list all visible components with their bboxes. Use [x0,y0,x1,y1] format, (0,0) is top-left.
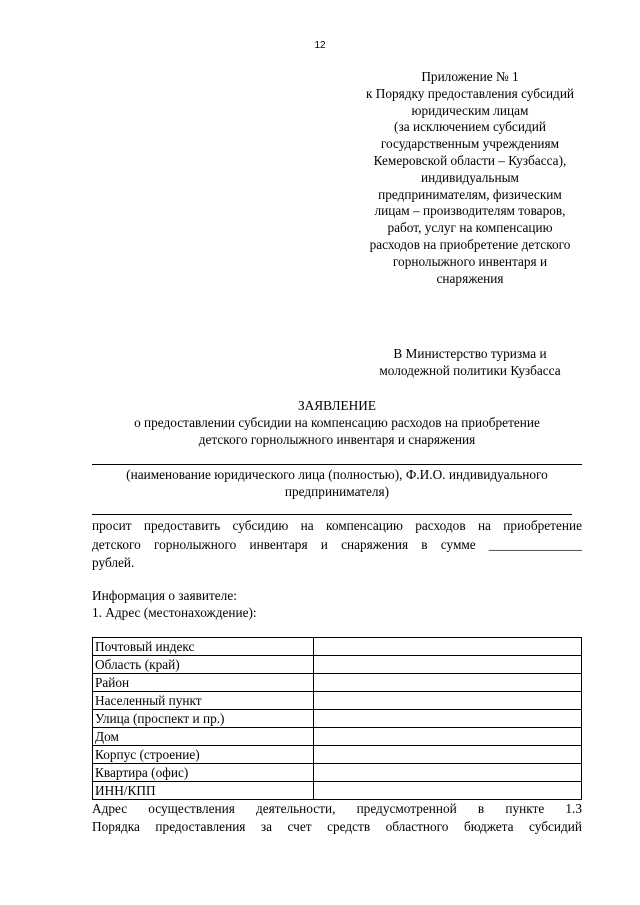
activity-address-paragraph [92,800,582,835]
request-paragraph [92,517,582,573]
address-row-value[interactable] [314,674,582,692]
appendix-line: расходов на приобретение детского [369,236,571,252]
address-row-label: Область (край) [93,656,314,674]
applicant-name-continuation-line[interactable] [92,514,572,515]
address-row-value[interactable] [314,728,582,746]
table-row [93,764,582,782]
addressee-block [340,345,600,379]
appendix-line: Кемеровской области – Кузбасса), [373,152,567,168]
address-row-label: Улица (проспект и пр.) [93,710,314,728]
appendix-line: предпринимателям, физическим [378,186,562,202]
address-row-label: Квартира (офис) [93,764,314,782]
request-line: просит предоставить субсидию на компенсацию расходов на приобретение [92,518,582,533]
document-subtitle-line: детского горнолыжного инвентаря и снаряжения [198,432,476,447]
address-row-label: Район [93,674,314,692]
request-line: рублей. [92,555,135,570]
address-row-value[interactable] [314,638,582,656]
appendix-line: снаряжения [436,270,504,286]
address-row-value[interactable] [314,710,582,728]
table-row [93,674,582,692]
appendix-line: юридическим лицам [411,102,529,118]
address-row-label: ИНН/КПП [93,782,314,800]
address-row-value[interactable] [314,764,582,782]
appendix-line: государственным учреждениям [380,136,560,152]
applicant-caption-line: предпринимателя) [284,484,390,499]
address-row-value[interactable] [314,656,582,674]
page-number: 12 [314,40,326,51]
address-row-label: Корпус (строение) [93,746,314,764]
document-subtitle-line: о предоставлении субсидии на компенсацию расходов на приобретение [134,415,540,430]
applicant-info-section [92,587,582,621]
table-row [93,692,582,710]
appendix-line: (за исключением субсидий [394,119,546,135]
applicant-caption-line: (наименование юридического лица (полностью), Ф.И.О. индивидуального [126,467,548,482]
document-heading: ЗАЯВЛЕНИЕ [298,398,376,413]
document-title-block [92,397,582,448]
table-row [93,782,582,800]
address-row-label: Дом [93,728,314,746]
address-row-value[interactable] [314,692,582,710]
address-row-label: Почтовый индекс [93,638,314,656]
appendix-line: к Порядку предоставления субсидий [365,85,575,101]
addressee-line: В Министерство туризма и [393,346,547,361]
table-row [93,710,582,728]
activity-line: Адрес осуществления деятельности, предусмотренной в пункте 1.3 [92,801,582,816]
appendix-line: горнолыжного инвентаря и [392,253,548,269]
address-row-label: Населенный пункт [93,692,314,710]
appendix-line: лицам – производителям товаров, [374,203,566,219]
table-row [93,746,582,764]
activity-line: Порядка предоставления за счет средств областного бюджета субсидий [92,818,582,834]
applicant-name-line[interactable] [92,464,582,465]
appendix-line: Приложение № 1 [421,69,519,84]
address-row-value[interactable] [314,746,582,764]
appendix-line: индивидуальным [421,169,519,185]
addressee-line: молодежной политики Кузбасса [379,363,561,378]
address-row-value[interactable] [314,782,582,800]
table-row [93,656,582,674]
table-row [93,728,582,746]
request-line: детского горнолыжного инвентаря и снаряжения в сумме ______________ [92,536,582,552]
applicant-info-heading: Информация о заявителе: [92,588,237,603]
applicant-caption [92,466,582,500]
appendix-block [340,69,600,287]
address-heading: 1. Адрес (местонахождение): [92,605,257,620]
table-row [93,638,582,656]
address-table [92,637,582,800]
appendix-line: работ, услуг на компенсацию [387,220,553,236]
